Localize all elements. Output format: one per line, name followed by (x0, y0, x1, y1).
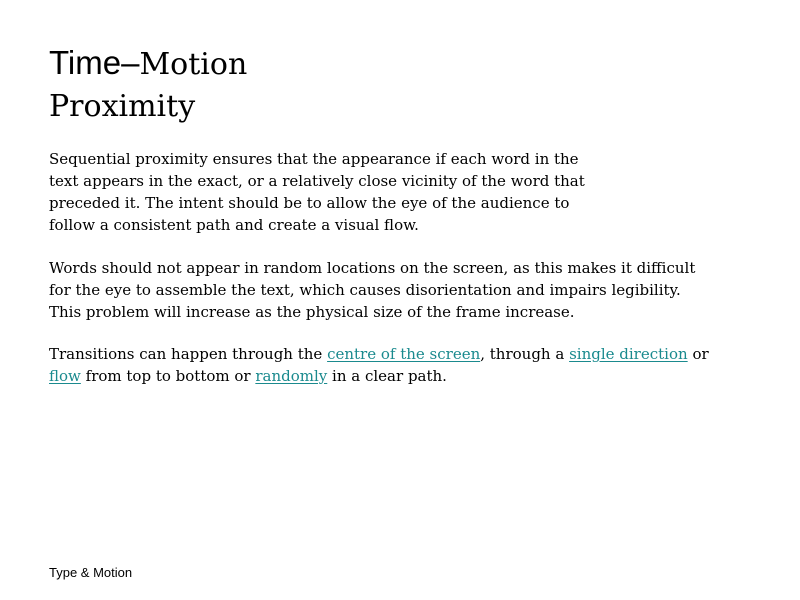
title-word-time: Time (49, 44, 122, 81)
paragraph-random-locations: Words should not appear in random locations on the screen, as this makes it difficult for the eye to assemble the text, which causes disorientation and impairs legibility. This problem will increase as the physical size of the frame increase. (49, 259, 696, 321)
slide-footer: Type & Motion (49, 565, 133, 580)
paragraph-transitions (49, 343, 709, 387)
p3-text-3: or (692, 345, 709, 363)
link-centre-of-the-screen[interactable]: centre of the screen (327, 345, 481, 363)
slide-title (49, 42, 247, 128)
link-randomly[interactable]: randomly (255, 367, 328, 385)
link-single-direction[interactable]: single direction (569, 345, 688, 363)
p3-text-5: in a clear path. (332, 367, 447, 385)
p3-text-1: Transitions can happen through the (49, 345, 323, 363)
title-dash: – (121, 44, 140, 81)
title-line-2: Proximity (49, 89, 196, 124)
p3-text-2: , through a (480, 345, 565, 363)
p3-text-4: from top to bottom or (85, 367, 251, 385)
paragraph-sequential-proximity: Sequential proximity ensures that the appearance if each word in the text appears in the exact, or a relatively close vicinity of the word that preceded it. The intent should be to allow the eye of the audience to follow a consistent path and create a visual flow. (49, 150, 585, 234)
title-line-1 (49, 42, 247, 86)
title-word-motion: Motion (139, 47, 248, 82)
link-flow[interactable]: flow (49, 367, 81, 385)
